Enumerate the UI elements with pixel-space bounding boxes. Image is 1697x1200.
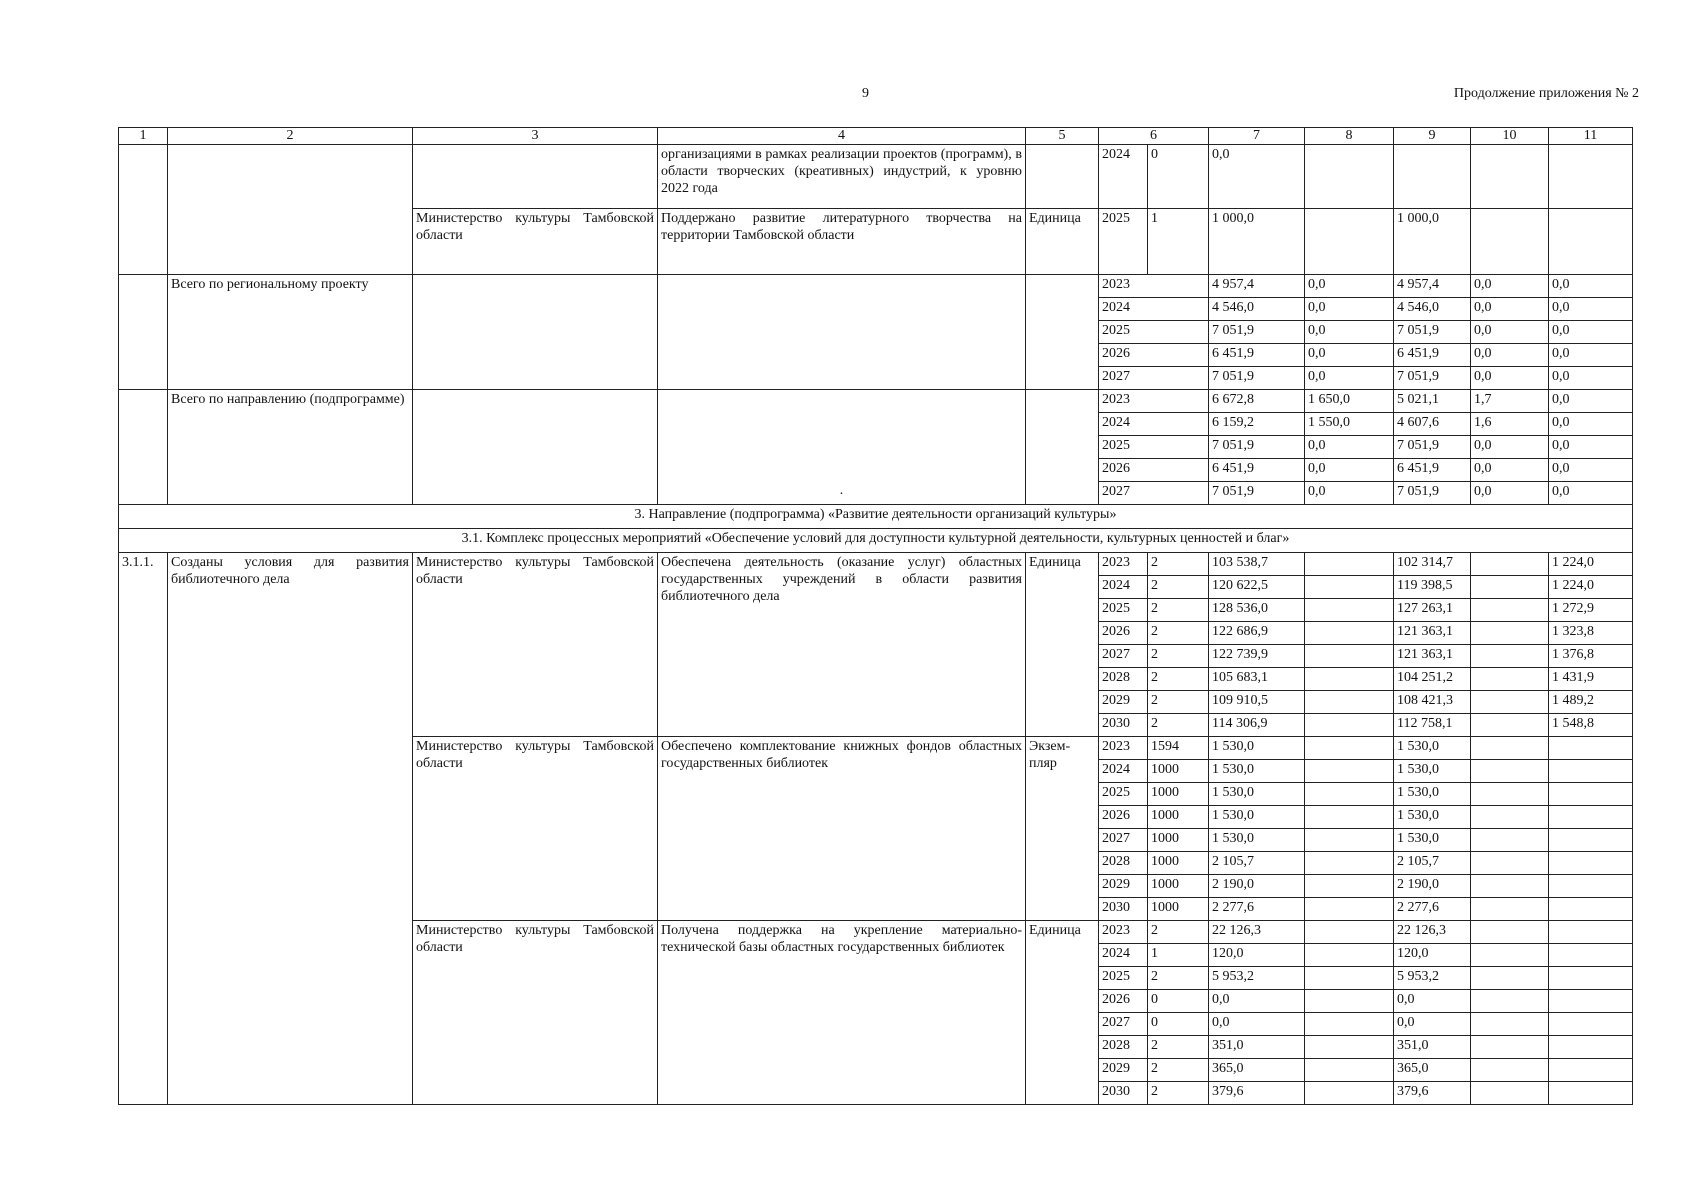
header-cell: 11 <box>1549 128 1633 145</box>
year-cell: 2024 <box>1099 760 1148 783</box>
cell-empty <box>119 275 168 390</box>
extrabudget-cell <box>1549 1059 1633 1082</box>
header-cell: 2 <box>168 128 413 145</box>
year-cell: 2025 <box>1099 967 1148 990</box>
year-cell: 2025 <box>1099 321 1209 344</box>
extrabudget-cell <box>1549 737 1633 760</box>
cell-empty <box>1305 967 1394 990</box>
regional-budget-cell: 22 126,3 <box>1394 921 1471 944</box>
quantity-cell: 2 <box>1148 668 1209 691</box>
cell-empty <box>1305 806 1394 829</box>
cell-empty <box>1305 898 1394 921</box>
total-cell: 122 686,9 <box>1209 622 1305 645</box>
extrabudget-cell: 1 431,9 <box>1549 668 1633 691</box>
cell-empty <box>1471 875 1549 898</box>
year-cell: 2029 <box>1099 691 1148 714</box>
year-cell: 2028 <box>1099 852 1148 875</box>
header-cell: 6 <box>1099 128 1209 145</box>
year-cell: 2027 <box>1099 482 1209 505</box>
total-cell: 0,0 <box>1209 990 1305 1013</box>
quantity-cell: 2 <box>1148 576 1209 599</box>
quantity-cell: 2 <box>1148 714 1209 737</box>
total-cell: 0,0 <box>1209 1013 1305 1036</box>
result-description: Получена поддержка на укрепление материально-технической базы областных государственных библиотек <box>658 921 1026 1105</box>
cell-empty <box>1471 622 1549 645</box>
year-cell: 2025 <box>1099 436 1209 459</box>
local-budget-cell: 0,0 <box>1471 459 1549 482</box>
total-label: Всего по направлению (подпрограмме) <box>168 390 413 505</box>
regional-budget-cell: 365,0 <box>1394 1059 1471 1082</box>
regional-budget-cell: 2 277,6 <box>1394 898 1471 921</box>
regional-budget-cell: 379,6 <box>1394 1082 1471 1105</box>
cell-empty <box>1471 967 1549 990</box>
regional-budget-cell: 4 546,0 <box>1394 298 1471 321</box>
year-cell: 2027 <box>1099 645 1148 668</box>
cell-empty <box>1305 145 1394 209</box>
table-row <box>119 145 1633 209</box>
cell-empty <box>1471 1082 1549 1105</box>
table-row <box>119 553 1633 576</box>
year-cell: 2025 <box>1099 209 1148 275</box>
cell-empty <box>1471 1036 1549 1059</box>
header-cell: 1 <box>119 128 168 145</box>
section-heading: 3. Направление (подпрограмма) «Развитие деятельности организаций культуры» <box>119 505 1633 529</box>
cell-empty <box>1305 714 1394 737</box>
total-cell: 7 051,9 <box>1209 321 1305 344</box>
extrabudget-cell <box>1549 1036 1633 1059</box>
year-cell: 2030 <box>1099 898 1148 921</box>
cell-empty <box>1305 1082 1394 1105</box>
total-cell: 1 530,0 <box>1209 737 1305 760</box>
quantity-cell: 2 <box>1148 645 1209 668</box>
total-cell: 6 159,2 <box>1209 413 1305 436</box>
regional-budget-cell: 0,0 <box>1394 1013 1471 1036</box>
quantity-cell: 1 <box>1148 209 1209 275</box>
year-cell: 2026 <box>1099 459 1209 482</box>
extrabudget-cell: 0,0 <box>1549 436 1633 459</box>
cell-empty <box>1471 737 1549 760</box>
header-cell: 3 <box>413 128 658 145</box>
regional-budget-cell: 4 607,6 <box>1394 413 1471 436</box>
quantity-cell: 1 <box>1148 944 1209 967</box>
regional-budget-cell: 104 251,2 <box>1394 668 1471 691</box>
quantity-cell: 2 <box>1148 1082 1209 1105</box>
year-cell: 2026 <box>1099 344 1209 367</box>
cell-empty <box>1305 553 1394 576</box>
year-cell: 2026 <box>1099 990 1148 1013</box>
total-cell: 128 536,0 <box>1209 599 1305 622</box>
year-cell: 2024 <box>1099 413 1209 436</box>
cell-empty <box>1305 668 1394 691</box>
year-cell: 2024 <box>1099 576 1148 599</box>
federal-budget-cell: 0,0 <box>1305 344 1394 367</box>
quantity-cell: 2 <box>1148 1059 1209 1082</box>
cell-empty <box>1471 760 1549 783</box>
responsible-executor: Министерство культуры Тамбовской области <box>413 737 658 921</box>
quantity-cell: 1000 <box>1148 829 1209 852</box>
table-row <box>119 505 1633 529</box>
year-cell: 2023 <box>1099 275 1209 298</box>
cell-empty <box>1471 599 1549 622</box>
year-cell: 2023 <box>1099 390 1209 413</box>
cell-empty <box>1471 829 1549 852</box>
quantity-cell: 2 <box>1148 921 1209 944</box>
cell-empty <box>1471 1013 1549 1036</box>
extrabudget-cell <box>1549 1082 1633 1105</box>
regional-budget-cell: 7 051,9 <box>1394 436 1471 459</box>
local-budget-cell: 1,7 <box>1471 390 1549 413</box>
header-cell: 5 <box>1026 128 1099 145</box>
local-budget-cell: 1,6 <box>1471 413 1549 436</box>
total-cell: 120,0 <box>1209 944 1305 967</box>
federal-budget-cell: 0,0 <box>1305 275 1394 298</box>
year-cell: 2029 <box>1099 875 1148 898</box>
regional-budget-cell: 112 758,1 <box>1394 714 1471 737</box>
cell-empty <box>1305 209 1394 275</box>
cell-empty <box>1305 852 1394 875</box>
plan-table <box>118 127 1633 1105</box>
year-cell: 2024 <box>1099 944 1148 967</box>
extrabudget-cell <box>1549 898 1633 921</box>
extrabudget-cell: 1 224,0 <box>1549 576 1633 599</box>
extrabudget-cell <box>1549 990 1633 1013</box>
table-row <box>119 275 1633 298</box>
cell-empty <box>119 390 168 505</box>
total-cell: 105 683,1 <box>1209 668 1305 691</box>
cell-empty <box>413 145 658 209</box>
extrabudget-cell <box>1549 852 1633 875</box>
cell-empty <box>1305 944 1394 967</box>
cell-empty <box>1305 737 1394 760</box>
extrabudget-cell: 1 272,9 <box>1549 599 1633 622</box>
local-budget-cell: 0,0 <box>1471 482 1549 505</box>
year-cell: 2028 <box>1099 668 1148 691</box>
total-cell: 1 530,0 <box>1209 829 1305 852</box>
header-cell: 8 <box>1305 128 1394 145</box>
year-cell: 2024 <box>1099 145 1148 209</box>
cell-empty <box>1471 576 1549 599</box>
total-cell: 2 190,0 <box>1209 875 1305 898</box>
local-budget-cell: 0,0 <box>1471 344 1549 367</box>
total-cell: 114 306,9 <box>1209 714 1305 737</box>
quantity-cell: 2 <box>1148 622 1209 645</box>
result-description: Обеспечено комплектование книжных фондов областных государственных библиотек <box>658 737 1026 921</box>
year-cell: 2027 <box>1099 829 1148 852</box>
cell-empty <box>413 390 658 505</box>
result-description: Поддержано развитие литературного творчества на территории Тамбовской области <box>658 209 1026 275</box>
header-cell: 7 <box>1209 128 1305 145</box>
cell-empty <box>1471 645 1549 668</box>
cell-empty <box>1305 645 1394 668</box>
federal-budget-cell: 0,0 <box>1305 298 1394 321</box>
cell-empty <box>1305 599 1394 622</box>
extrabudget-cell: 0,0 <box>1549 459 1633 482</box>
cell-empty <box>1471 553 1549 576</box>
total-cell: 109 910,5 <box>1209 691 1305 714</box>
quantity-cell: 2 <box>1148 599 1209 622</box>
total-cell: 7 051,9 <box>1209 436 1305 459</box>
regional-budget-cell: 120,0 <box>1394 944 1471 967</box>
year-cell: 2023 <box>1099 737 1148 760</box>
regional-budget-cell: 6 451,9 <box>1394 344 1471 367</box>
extrabudget-cell: 1 489,2 <box>1549 691 1633 714</box>
extrabudget-cell: 0,0 <box>1549 390 1633 413</box>
cell-empty <box>1549 145 1633 209</box>
cell-empty <box>1305 990 1394 1013</box>
quantity-cell: 0 <box>1148 990 1209 1013</box>
total-cell: 351,0 <box>1209 1036 1305 1059</box>
regional-budget-cell: 1 000,0 <box>1394 209 1471 275</box>
cell-empty <box>1305 1059 1394 1082</box>
regional-budget-cell: 1 530,0 <box>1394 829 1471 852</box>
local-budget-cell: 0,0 <box>1471 275 1549 298</box>
cell-empty <box>1549 209 1633 275</box>
year-cell: 2027 <box>1099 1013 1148 1036</box>
regional-budget-cell: 7 051,9 <box>1394 482 1471 505</box>
cell-empty <box>1026 390 1099 505</box>
cell-empty <box>1305 829 1394 852</box>
quantity-cell: 0 <box>1148 145 1209 209</box>
cell-empty <box>1305 576 1394 599</box>
regional-budget-cell: 121 363,1 <box>1394 645 1471 668</box>
extrabudget-cell: 0,0 <box>1549 413 1633 436</box>
responsible-executor: Министерство культуры Тамбовской области <box>413 209 658 275</box>
page-number: 9 <box>862 86 869 101</box>
year-cell: 2025 <box>1099 599 1148 622</box>
cell-empty <box>1305 875 1394 898</box>
total-cell: 1 530,0 <box>1209 760 1305 783</box>
federal-budget-cell: 0,0 <box>1305 482 1394 505</box>
regional-budget-cell: 1 530,0 <box>1394 737 1471 760</box>
federal-budget-cell: 0,0 <box>1305 321 1394 344</box>
extrabudget-cell: 1 376,8 <box>1549 645 1633 668</box>
regional-budget-cell: 1 530,0 <box>1394 783 1471 806</box>
result-description: организациями в рамках реализации проектов (программ), в области творческих (креативных) индустрий, к уровню 2022 года <box>658 145 1026 209</box>
total-cell: 1 000,0 <box>1209 209 1305 275</box>
year-cell: 2026 <box>1099 622 1148 645</box>
unit-cell: Единица <box>1026 553 1099 737</box>
cell-empty <box>1471 990 1549 1013</box>
quantity-cell: 1000 <box>1148 806 1209 829</box>
regional-budget-cell: 6 451,9 <box>1394 459 1471 482</box>
total-cell: 7 051,9 <box>1209 482 1305 505</box>
total-cell: 6 451,9 <box>1209 459 1305 482</box>
local-budget-cell: 0,0 <box>1471 321 1549 344</box>
total-cell: 4 957,4 <box>1209 275 1305 298</box>
federal-budget-cell: 1 550,0 <box>1305 413 1394 436</box>
cell-empty <box>1471 691 1549 714</box>
total-cell: 103 538,7 <box>1209 553 1305 576</box>
extrabudget-cell: 0,0 <box>1549 321 1633 344</box>
total-cell: 1 530,0 <box>1209 806 1305 829</box>
item-title: Созданы условия для развития библиотечного дела <box>168 553 413 1105</box>
quantity-cell: 1594 <box>1148 737 1209 760</box>
result-description: Обеспечена деятельность (оказание услуг) областных государственных учреждений в области развития библиотечного дела <box>658 553 1026 737</box>
unit-cell: Экзем-пляр <box>1026 737 1099 921</box>
federal-budget-cell: 0,0 <box>1305 367 1394 390</box>
regional-budget-cell: 102 314,7 <box>1394 553 1471 576</box>
cell-empty <box>119 145 168 275</box>
total-cell: 2 277,6 <box>1209 898 1305 921</box>
extrabudget-cell <box>1549 783 1633 806</box>
total-label: Всего по региональному проекту <box>168 275 413 390</box>
cell-empty <box>658 390 1026 505</box>
local-budget-cell: 0,0 <box>1471 367 1549 390</box>
cell-empty <box>1471 668 1549 691</box>
cell-empty <box>1305 691 1394 714</box>
federal-budget-cell: 1 650,0 <box>1305 390 1394 413</box>
section-heading: 3.1. Комплекс процессных мероприятий «Обеспечение условий для доступности культурной деятельности, культурных ценностей и благ» <box>119 529 1633 553</box>
header-row <box>119 128 1633 145</box>
extrabudget-cell <box>1549 875 1633 898</box>
federal-budget-cell: 0,0 <box>1305 436 1394 459</box>
year-cell: 2026 <box>1099 806 1148 829</box>
regional-budget-cell: 1 530,0 <box>1394 760 1471 783</box>
table-row <box>119 390 1633 413</box>
total-cell: 1 530,0 <box>1209 783 1305 806</box>
unit-cell: Единица <box>1026 209 1099 275</box>
cell-empty <box>413 275 658 390</box>
extrabudget-cell: 1 548,8 <box>1549 714 1633 737</box>
regional-budget-cell: 119 398,5 <box>1394 576 1471 599</box>
cell-empty <box>1471 944 1549 967</box>
extrabudget-cell: 0,0 <box>1549 275 1633 298</box>
total-cell: 120 622,5 <box>1209 576 1305 599</box>
cell-empty <box>1026 145 1099 209</box>
cell-empty <box>1305 1036 1394 1059</box>
responsible-executor: Министерство культуры Тамбовской области <box>413 921 658 1105</box>
regional-budget-cell: 351,0 <box>1394 1036 1471 1059</box>
cell-empty <box>1471 852 1549 875</box>
total-cell: 4 546,0 <box>1209 298 1305 321</box>
year-cell: 2025 <box>1099 783 1148 806</box>
regional-budget-cell: 0,0 <box>1394 990 1471 1013</box>
total-cell: 379,6 <box>1209 1082 1305 1105</box>
cell-empty <box>1471 714 1549 737</box>
cell-empty <box>1305 622 1394 645</box>
extrabudget-cell <box>1549 760 1633 783</box>
quantity-cell: 1000 <box>1148 783 1209 806</box>
cell-empty <box>1305 783 1394 806</box>
year-cell: 2030 <box>1099 714 1148 737</box>
year-cell: 2027 <box>1099 367 1209 390</box>
extrabudget-cell <box>1549 806 1633 829</box>
cell-empty <box>1305 921 1394 944</box>
year-cell: 2024 <box>1099 298 1209 321</box>
regional-budget-cell: 4 957,4 <box>1394 275 1471 298</box>
total-cell: 6 451,9 <box>1209 344 1305 367</box>
cell-empty <box>1305 760 1394 783</box>
unit-cell: Единица <box>1026 921 1099 1105</box>
local-budget-cell: 0,0 <box>1471 298 1549 321</box>
year-cell: 2029 <box>1099 1059 1148 1082</box>
quantity-cell: 2 <box>1148 553 1209 576</box>
quantity-cell: 1000 <box>1148 898 1209 921</box>
cell-empty <box>658 275 1026 390</box>
extrabudget-cell: 0,0 <box>1549 482 1633 505</box>
header-cell: 4 <box>658 128 1026 145</box>
stray-mark: · <box>839 487 844 502</box>
regional-budget-cell: 2 190,0 <box>1394 875 1471 898</box>
total-cell: 365,0 <box>1209 1059 1305 1082</box>
regional-budget-cell: 7 051,9 <box>1394 367 1471 390</box>
year-cell: 2028 <box>1099 1036 1148 1059</box>
quantity-cell: 1000 <box>1148 852 1209 875</box>
extrabudget-cell <box>1549 1013 1633 1036</box>
extrabudget-cell <box>1549 829 1633 852</box>
regional-budget-cell: 108 421,3 <box>1394 691 1471 714</box>
local-budget-cell: 0,0 <box>1471 436 1549 459</box>
regional-budget-cell: 127 263,1 <box>1394 599 1471 622</box>
cell-empty <box>1471 921 1549 944</box>
year-cell: 2023 <box>1099 921 1148 944</box>
extrabudget-cell: 0,0 <box>1549 298 1633 321</box>
regional-budget-cell: 7 051,9 <box>1394 321 1471 344</box>
header-cell: 9 <box>1394 128 1471 145</box>
extrabudget-cell <box>1549 967 1633 990</box>
item-number: 3.1.1. <box>119 553 168 1105</box>
cell-empty <box>1471 898 1549 921</box>
total-cell: 122 739,9 <box>1209 645 1305 668</box>
continuation-label: Продолжение приложения № 2 <box>1453 86 1639 101</box>
regional-budget-cell: 5 953,2 <box>1394 967 1471 990</box>
total-cell: 5 953,2 <box>1209 967 1305 990</box>
cell-empty <box>1471 1059 1549 1082</box>
regional-budget-cell: 121 363,1 <box>1394 622 1471 645</box>
year-cell: 2030 <box>1099 1082 1148 1105</box>
table-body <box>119 145 1633 1105</box>
cell-empty <box>1305 1013 1394 1036</box>
cell-empty <box>1471 145 1549 209</box>
extrabudget-cell: 0,0 <box>1549 367 1633 390</box>
table-row <box>119 529 1633 553</box>
header-cell: 10 <box>1471 128 1549 145</box>
year-cell: 2023 <box>1099 553 1148 576</box>
extrabudget-cell: 1 224,0 <box>1549 553 1633 576</box>
regional-budget-cell: 5 021,1 <box>1394 390 1471 413</box>
cell-empty <box>1394 145 1471 209</box>
cell-empty <box>1471 783 1549 806</box>
quantity-cell: 0 <box>1148 1013 1209 1036</box>
extrabudget-cell: 0,0 <box>1549 344 1633 367</box>
cell-empty <box>1026 275 1099 390</box>
cell-empty <box>168 145 413 275</box>
total-cell: 6 672,8 <box>1209 390 1305 413</box>
extrabudget-cell: 1 323,8 <box>1549 622 1633 645</box>
total-cell: 22 126,3 <box>1209 921 1305 944</box>
quantity-cell: 2 <box>1148 691 1209 714</box>
responsible-executor: Министерство культуры Тамбовской области <box>413 553 658 737</box>
extrabudget-cell <box>1549 921 1633 944</box>
regional-budget-cell: 2 105,7 <box>1394 852 1471 875</box>
total-cell: 2 105,7 <box>1209 852 1305 875</box>
cell-empty <box>1471 209 1549 275</box>
total-cell: 7 051,9 <box>1209 367 1305 390</box>
cell-empty <box>1471 806 1549 829</box>
federal-budget-cell: 0,0 <box>1305 459 1394 482</box>
quantity-cell: 2 <box>1148 967 1209 990</box>
total-cell: 0,0 <box>1209 145 1305 209</box>
regional-budget-cell: 1 530,0 <box>1394 806 1471 829</box>
quantity-cell: 1000 <box>1148 875 1209 898</box>
quantity-cell: 2 <box>1148 1036 1209 1059</box>
extrabudget-cell <box>1549 944 1633 967</box>
quantity-cell: 1000 <box>1148 760 1209 783</box>
